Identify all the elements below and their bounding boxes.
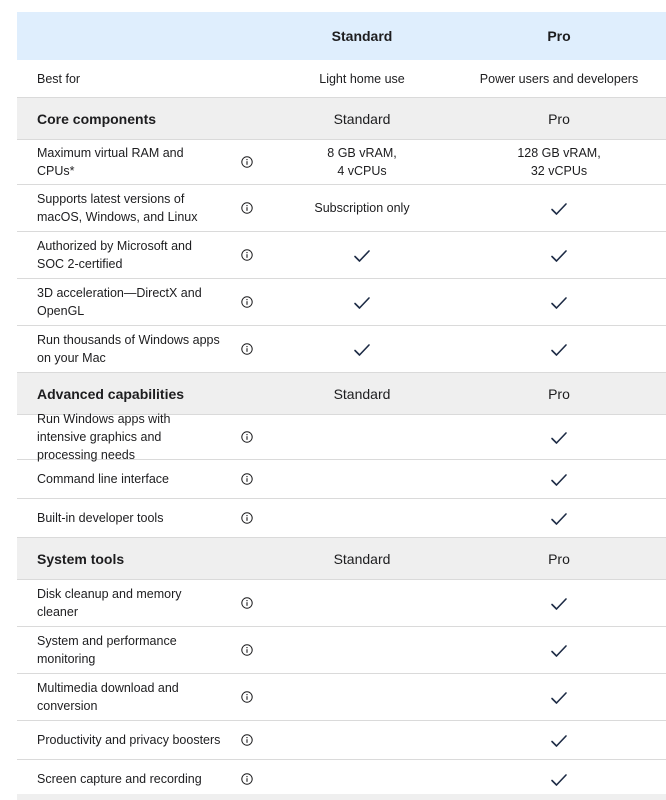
section-standard-label: Standard	[333, 110, 391, 127]
table-header-row	[17, 12, 666, 60]
table-row	[17, 185, 666, 232]
feature-label: Multimedia download and conversion	[37, 681, 179, 713]
checkmark-icon	[550, 296, 568, 310]
best-for-row	[17, 60, 666, 98]
feature-label: Maximum virtual RAM and CPUs*	[37, 146, 184, 178]
feature-label: 3D acceleration—DirectX and OpenGL	[37, 286, 202, 318]
info-button[interactable]	[222, 249, 272, 261]
info-circle-icon[interactable]	[241, 512, 253, 524]
best-for-label: Best for	[37, 71, 81, 86]
checkmark-icon	[550, 597, 568, 611]
table-row	[17, 460, 666, 499]
info-circle-icon[interactable]	[241, 473, 253, 485]
info-button[interactable]	[222, 202, 272, 214]
section-pro-label: Pro	[548, 550, 570, 567]
info-circle-icon[interactable]	[241, 773, 253, 785]
checkmark-icon	[550, 473, 568, 487]
table-row	[17, 232, 666, 279]
feature-label: Authorized by Microsoft and SOC 2-certified	[37, 239, 192, 271]
header-standard: Standard	[331, 28, 393, 44]
section-title: Advanced capabilities	[37, 385, 185, 402]
checkmark-icon	[550, 431, 568, 445]
table-row	[17, 279, 666, 326]
section-standard-label: Standard	[333, 385, 391, 402]
info-button[interactable]	[222, 597, 272, 609]
info-circle-icon[interactable]	[241, 691, 253, 703]
section-standard-label: Standard	[333, 550, 391, 567]
info-circle-icon[interactable]	[241, 734, 253, 746]
table-row	[17, 627, 666, 674]
info-button[interactable]	[222, 512, 272, 524]
checkmark-icon	[550, 512, 568, 526]
standard-value: Subscription only	[314, 201, 410, 215]
info-circle-icon[interactable]	[241, 644, 253, 656]
checkmark-icon	[550, 734, 568, 748]
info-button[interactable]	[222, 296, 272, 308]
section-pro-label: Pro	[548, 385, 570, 402]
feature-label: Disk cleanup and memory cleaner	[37, 587, 182, 619]
info-button[interactable]	[222, 644, 272, 656]
info-button[interactable]	[222, 156, 272, 168]
section-title: System tools	[37, 550, 125, 567]
feature-label: Productivity and privacy boosters	[37, 733, 221, 747]
info-button[interactable]	[222, 473, 272, 485]
info-circle-icon[interactable]	[241, 597, 253, 609]
feature-label: Command line interface	[37, 472, 170, 486]
feature-label: Screen capture and recording	[37, 772, 202, 786]
info-button[interactable]	[222, 734, 272, 746]
section-title: Core components	[37, 110, 157, 127]
best-for-pro: Power users and developers	[479, 71, 639, 86]
checkmark-icon	[353, 296, 371, 310]
info-circle-icon[interactable]	[241, 156, 253, 168]
info-circle-icon[interactable]	[241, 343, 253, 355]
checkmark-icon	[550, 249, 568, 263]
feature-label: Built-in developer tools	[37, 511, 164, 525]
feature-label: Run thousands of Windows apps on your Mac	[37, 333, 220, 365]
section-system-tools	[17, 538, 666, 580]
info-circle-icon[interactable]	[241, 202, 253, 214]
table-row	[17, 674, 666, 721]
feature-label: Run Windows apps with intensive graphics and processing needs	[37, 412, 171, 462]
checkmark-icon	[353, 343, 371, 357]
best-for-standard: Light home use	[319, 71, 405, 86]
section-pro-label: Pro	[548, 110, 570, 127]
checkmark-icon	[550, 773, 568, 787]
table-row	[17, 140, 666, 185]
comparison-table	[17, 12, 666, 799]
table-row	[17, 412, 666, 462]
info-circle-icon[interactable]	[241, 249, 253, 261]
checkmark-icon	[353, 249, 371, 263]
checkmark-icon	[550, 343, 568, 357]
info-circle-icon[interactable]	[241, 431, 253, 443]
pro-value: 128 GB vRAM, 32 vCPUs	[517, 146, 601, 178]
table-row	[17, 721, 666, 760]
info-circle-icon[interactable]	[241, 296, 253, 308]
info-button[interactable]	[222, 343, 272, 355]
checkmark-icon	[550, 691, 568, 705]
section-advanced-capabilities	[17, 373, 666, 415]
table-row	[17, 326, 666, 373]
standard-value: 8 GB vRAM, 4 vCPUs	[327, 146, 397, 178]
info-button[interactable]	[222, 691, 272, 703]
feature-label: System and performance monitoring	[37, 634, 177, 666]
section-core-components	[17, 98, 666, 140]
checkmark-icon	[550, 644, 568, 658]
info-button[interactable]	[222, 773, 272, 785]
checkmark-icon	[550, 202, 568, 216]
header-pro: Pro	[547, 28, 571, 44]
table-row	[17, 499, 666, 538]
table-row	[17, 580, 666, 627]
info-button[interactable]	[222, 431, 272, 443]
feature-label: Supports latest versions of macOS, Windows, and Linux	[37, 192, 198, 224]
next-section-strip	[17, 794, 666, 800]
